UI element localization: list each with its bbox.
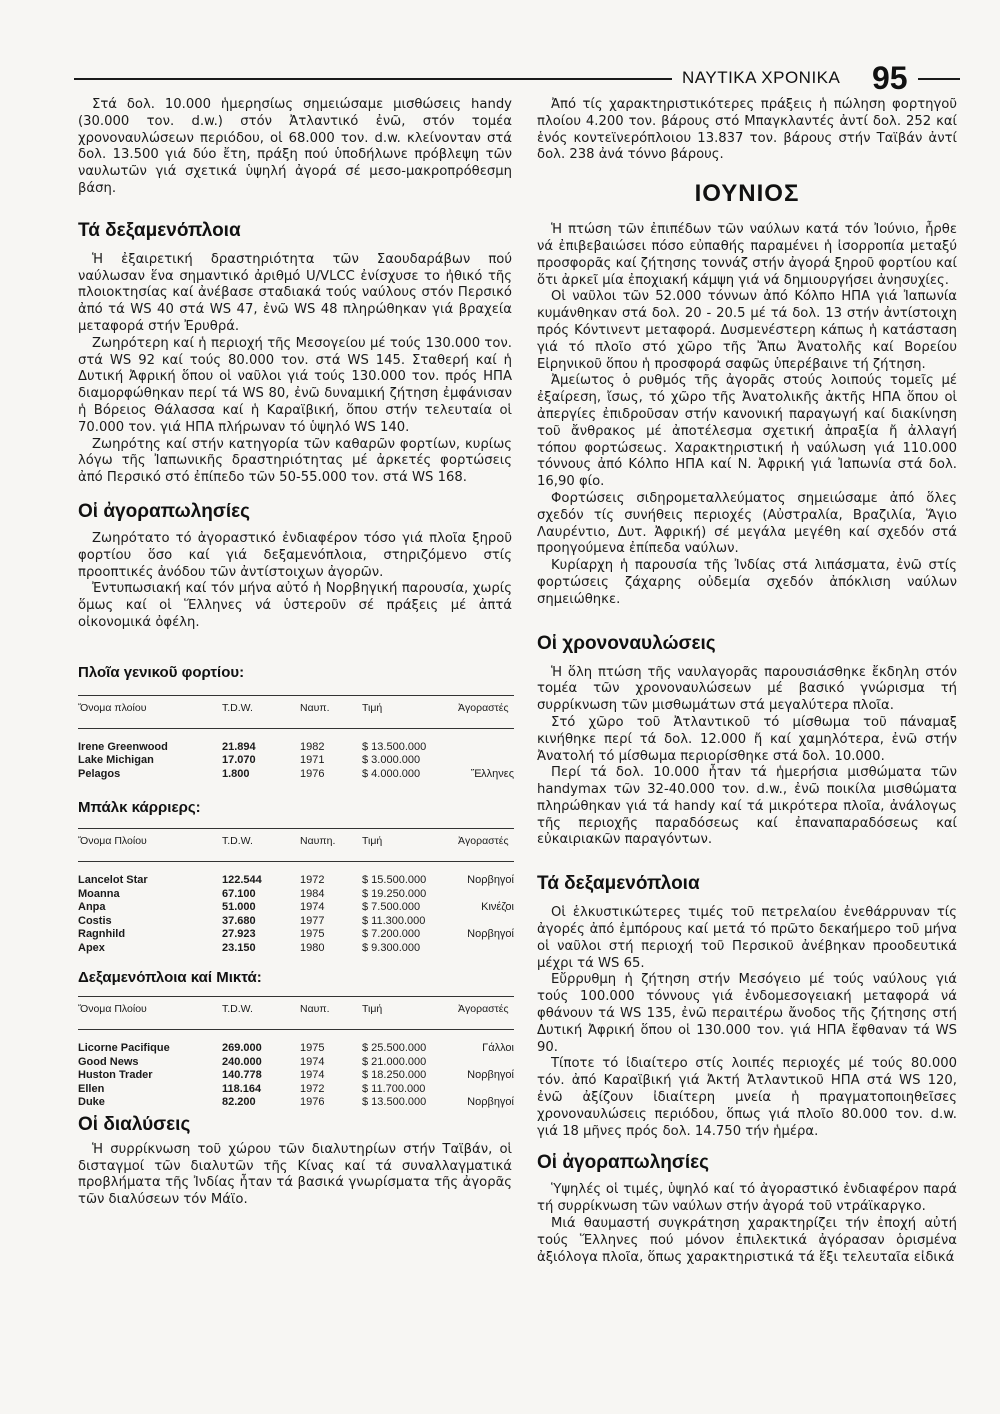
right-column — [537, 97, 957, 1266]
page-number: 95 — [872, 60, 908, 96]
column-header: T.D.W. — [222, 829, 300, 862]
column-header: Ναυπ. — [300, 997, 362, 1030]
cell: $ 11.700.000 — [362, 1082, 426, 1095]
ship-table-bulk-carriers — [78, 828, 514, 955]
cell — [458, 942, 514, 956]
cell: Duke — [78, 1096, 105, 1109]
cell: 82.200 — [222, 1096, 256, 1109]
cell: Lancelot Star — [78, 874, 148, 887]
cell: 1984 — [300, 887, 325, 900]
cell: 1974 — [300, 1069, 325, 1082]
table-header-row — [78, 997, 514, 1030]
tankers-heading: Τά δεξαμενόπλοια — [78, 219, 241, 241]
paragraph: Κυρίαρχη ἡ παρουσία τῆς Ἰνδίας στά λιπάσματα, ἐνῶ στίς φορτώσεις ζάχαρης οὐδεμία σχεδόν ἀπόκλιση ναύλων σημειώθηκε. — [537, 558, 957, 607]
cell: $ 15.500.000 — [362, 874, 427, 887]
cell: Good News — [78, 1055, 139, 1068]
paragraph: Ἡ πτώση τῶν ἐπιπέδων τῶν ναύλων κατά τόν Ἰούνιο, ἦρθε νά ἐπιβεβαιώσει πόσο εὐπαθής παραμένει ἡ ἰσορροπία μεταξύ προσφορᾶς καί ζήτησης τοννάζ στήν ἀγορά ξηροῦ φορτίου καί ὅτι ἀρκεῖ μία ἐποχιακή κάμψη γιά νά δημιουργήσει ἀνησυχίες. — [537, 222, 957, 288]
cell: $ 3.000.000 — [362, 754, 421, 767]
cell: 1977 — [300, 914, 325, 927]
column-header: Ὄνομα πλοίου — [78, 695, 222, 728]
sales-heading-right: Οἱ ἀγοραπωλησίες — [537, 1152, 710, 1174]
column-header: Τιμή — [362, 695, 458, 728]
table-title: Δεξαμενόπλοια καί Μικτά: — [78, 969, 262, 987]
column-header: T.D.W. — [222, 695, 300, 728]
cell: Costis — [78, 914, 112, 927]
cell: Ἕλληνες — [470, 767, 514, 780]
cell: 118.164 — [222, 1082, 262, 1095]
table-row — [78, 728, 514, 754]
cell: 1982 — [300, 740, 325, 753]
column-header: Ὄνομα Πλοίου — [78, 829, 222, 862]
cell: 1972 — [300, 874, 325, 887]
cell: $ 9.300.000 — [362, 941, 421, 954]
cell: 1976 — [300, 1096, 325, 1109]
cell — [458, 888, 514, 902]
cell: $ 13.500.000 — [362, 1096, 427, 1109]
cell: 122.544 — [222, 874, 262, 887]
cell — [458, 1056, 514, 1070]
cell: 1971 — [300, 754, 325, 767]
cell: 51.000 — [222, 901, 256, 914]
paragraph: Στό χῶρο τοῦ Ἀτλαντικοῦ τό μίσθωμα τοῦ πάναμαξ κινήθηκε περί τά δολ. 12.000 ἤ καί χαμηλότερα, ἐνῶ στήν Ἀνατολή τό μίσθωμα περιορίσθηκε στά δολ. 10.000. — [537, 714, 957, 764]
table-row — [78, 1030, 514, 1056]
cell: 1.800 — [222, 767, 250, 780]
header-rule-left — [74, 78, 672, 80]
cell: 37.680 — [222, 914, 256, 927]
paragraph: Οἱ ναῦλοι τῶν 52.000 τόννων ἀπό Κόλπο ΗΠΑ γιά Ἰαπωνία κυμάνθηκαν στά δολ. 20 - 20.5 μέ τά δολ. 13 στήν ἀντίστοιχη πρός Κόντινεντ μεταφορά. Δυσμενέστερη κάπως ἡ κατάσταση γιά τό πλοῖο στό χῶρο τῆς Ἄπω Ἀνατολῆς καί Βορείου Εἰρηνικοῦ ὅπου ἡ προσφορά σαφῶς ὑπερέβαινε τή ζήτηση. — [537, 289, 957, 372]
table-row — [78, 915, 514, 929]
cell: Νορβηγοί — [467, 1069, 514, 1082]
table-row — [78, 754, 514, 768]
cell: Γάλλοι — [482, 1042, 514, 1055]
cell: Κινέζοι — [481, 901, 514, 914]
cell: Ellen — [78, 1082, 105, 1095]
paragraph: Ἡ ὅλη πτώση τῆς ναυλαγορᾶς παρουσιάσθηκε ἔκδηλη στόν τομέα τῶν χρονοναυλώσεων μέ βασικό γνώρισμα τή συρρίκνωση τῶν μισθωμάτων στά μεγαλύτερα πλοῖα. — [537, 664, 957, 714]
table-row — [78, 901, 514, 915]
cell: 1972 — [300, 1082, 325, 1095]
cell: $ 19.250.000 — [362, 887, 427, 900]
cell: Lake Michigan — [78, 754, 154, 767]
cell — [458, 754, 514, 768]
cell: 240.000 — [222, 1055, 262, 1068]
cell: Νορβηγοί — [467, 874, 514, 887]
cell: Moanna — [78, 887, 120, 900]
cell: Νορβηγοί — [467, 928, 514, 941]
cell: Anpa — [78, 901, 106, 914]
paragraph: Ἀμείωτος ὁ ρυθμός τῆς ἀγορᾶς στούς λοιπούς τομεῖς μέ ἐξαίρεση, ἴσως, τό χῶρο τῆς Ἀνατολικῆς ἀκτῆς ΗΠΑ ὅπου οἱ ἀπεργίες ἐπιδροῦσαν στήν κανονική παραγωγή καί διακίνηση τοῦ ἄνθρακος μέ ἀποτέλεσμα σχετική ἀπραξία ἤ ἀλλαγή τόπου φορτώσεως. Χαρακτηριστική ἡ ναύλωση γιά 110.000 τόννους ἀπό Κόλπο ΗΠΑ καί Ν. Ἀφρική γιά Ἰαπωνία στά δολ. 16,90 φίο. — [537, 373, 957, 490]
cell: $ 7.500.000 — [362, 901, 421, 914]
paragraph: Περί τά δολ. 10.000 ἦταν τά ἡμερήσια μισθώματα τῶν handymax τῶν 32-40.000 τον. d.w., ἐνῶ ποικίλα μισθώματα πληρώθηκαν γιά τά handy καί τά μικρότερα πλοῖα, ἀνάλογως τῆς περιοχῆς παραδόσεως καί ἐπαναπαραδόσεως καί εὐκαιριακῶν παραγόντων. — [537, 765, 957, 848]
paragraph: Οἱ ἑλκυστικώτερες τιμές τοῦ πετρελαίου ἐνεθάρρυναν τίς ἀγορές ἀπό ἐμπόρους καί μετά τό πρῶτο δεκαήμερο τοῦ μήνα οἱ ναῦλοι στή περιοχή τοῦ Περσικοῦ ἀνέβηκαν προοδευτικά μέχρι τά WS 65. — [537, 905, 957, 971]
table-header-row — [78, 695, 514, 728]
intro-paragraph: Στά δολ. 10.000 ἡμερησίως σημειώσαμε μισθώσεις handy (30.000 τον. d.w.) στόν Ἀτλαντικό ἐνῶ, στόν τομέα χρονοναυλώσεων περιόδου, οἱ 68.000 τον. d.w. κλείνονταν στά δολ. 13.500 γιά δύο ἔτη, πράξη πού ὑποδήλωνε πρόβλεψη τῶν ναυλωτῶν γιά σχετικά ὑψηλή ἀγορά σέ μεσο-μακροπρόθεσμη βάση. — [78, 97, 512, 196]
cell: $ 11.300.000 — [362, 914, 426, 927]
table-title: Πλοῖα γενικοῦ φορτίου: — [78, 663, 245, 681]
cell: 1974 — [300, 1055, 325, 1068]
paragraph: Ὑψηλές οἱ τιμές, ὑψηλό καί τό ἀγοραστικό ἐνδιαφέρον παρά τή συρρίκνωση τῶν ναύλων στήν ἀγορά τοῦ ντράϊκαργκο. — [537, 1182, 957, 1215]
running-header-title: ΝΑΥΤΙΚΑ ΧΡΟΝΙΚΑ — [682, 68, 841, 87]
paragraph: Ἡ ἐξαιρετική δραστηριότητα τῶν Σαουδαράβων πού ναύλωσαν ἕνα σημαντικό ἀριθμό U/VLCC ἐνίσχυσε το ἠθικό τῆς πλοιοκτησίας καί ἀνέβασε σταδιακά τούς ναύλους στόν Περσικό ἀπό τά WS 40 στά WS 47, ἐνῶ WS 48 πληρώθηκαν γιά βραχεία μεταφορά στήν Ἐρυθρά. — [78, 251, 512, 334]
cell: $ 25.500.000 — [362, 1042, 427, 1055]
cell: 1975 — [300, 1042, 325, 1055]
cell: Huston Trader — [78, 1069, 153, 1082]
left-column — [78, 97, 512, 1209]
column-header: Ἀγοραστές — [458, 695, 514, 728]
column-header: Ἀγοραστές — [458, 997, 514, 1030]
column-header: T.D.W. — [222, 997, 300, 1030]
cell: Ragnhild — [78, 928, 126, 941]
cell: $ 7.200.000 — [362, 928, 421, 941]
cell: Νορβηγοί — [467, 1096, 514, 1109]
cell: 27.923 — [222, 928, 256, 941]
cell: Pelagos — [78, 767, 121, 780]
table-header-row — [78, 829, 514, 862]
table-title: Μπάλκ κάρριερς: — [78, 799, 201, 817]
tankers-heading-right: Τά δεξαμενόπλοια — [537, 873, 700, 895]
cell: 1980 — [300, 941, 325, 954]
cell: $ 18.250.000 — [362, 1069, 427, 1082]
month-heading: ΙΟΥΝΙΟΣ — [694, 180, 800, 208]
paragraph: Μιά θαυμαστή συγκράτηση χαρακτηρίζει τήν ἐποχή αὐτή τούς Ἕλληνες πού μόνον ἐπιλεκτικά ἀγόρασαν ὁρισμένα ἀξιόλογα πλοῖα, ὅπως χαρακτηριστικά τά ἕξι τελευταῖα εἰδικά — [537, 1216, 957, 1265]
table-row — [78, 1056, 514, 1070]
cell: 1976 — [300, 767, 325, 780]
cell: 67.100 — [222, 887, 256, 900]
cell: Licorne Pacifique — [78, 1042, 170, 1055]
cell — [458, 1083, 514, 1097]
paragraph: Τίποτε τό ἰδιαίτερο στίς λοιπές περιοχές μέ τούς 80.000 τόν. ἀπό Καραϊβική γιά Ἀκτή Ἀτλαντικοῦ ΗΠΑ στά WS 120, ἐνῶ ἀξίζουν ἰδιαίτερη μνεία ἡ πραγματοποιηθεῖσες χρονοναυλώσεις περιόδου, ὅπως γιά πλοῖο 80.000 τον. d.w. γιά 18 μῆνες πρός δολ. 14.750 τήν ἡμέρα. — [537, 1056, 957, 1139]
paragraph: Ἡ συρρίκνωση τοῦ χώρου τῶν διαλυτηρίων στήν Ταϊβάν, οἱ δισταγμοί τῶν διαλυτῶν τῆς Κίνας καί τά συναλλαγματικά προβλήματα τῆς Ἰνδίας ἦταν τά βασικά γνωρίσματα τῆς ἀγορᾶς τῶν διαλύσεων τόν Μάϊο. — [78, 1141, 512, 1208]
column-header: Τιμή — [362, 997, 458, 1030]
cell: $ 4.000.000 — [362, 767, 421, 780]
table-row — [78, 942, 514, 956]
cell: $ 13.500.000 — [362, 740, 427, 753]
header-rule-right — [918, 78, 960, 80]
paragraph: Ζωηρότερη καί ἡ περιοχή τῆς Μεσογείου μέ τούς 130.000 τον. στά WS 92 καί τούς 80.000 τον. στά WS 145. Σταθερή καί ἡ Δυτική Ἀφρική ὅπου οἱ ναῦλοι γιά τούς 130.000 τον. πρός ΗΠΑ διαμορφώθηκαν περί τά WS 80, ἐνῶ δυναμική ζήτηση ἐμφάνισαν ἡ Βόρειος Θάλασσα καί ἡ Καραϊβική, ὅπου στήν τελευταία οἱ 70.000 τον. γιά ΗΠΑ πλήρωναν τό ὑψηλό WS 140. — [78, 335, 512, 435]
cell: Irene Greenwood — [78, 740, 168, 753]
cell: Apex — [78, 941, 105, 954]
table-row — [78, 1083, 514, 1097]
cell: 269.000 — [222, 1042, 262, 1055]
sales-heading: Οἱ ἀγοραπωλησίες — [78, 500, 251, 522]
column-header: Ναυπη. — [300, 829, 362, 862]
cell: 17.070 — [222, 754, 256, 767]
column-header: Ὄνομα Πλοίου — [78, 997, 222, 1030]
table-row — [78, 1096, 514, 1110]
cell — [458, 728, 514, 754]
paragraph: Ἐντυπωσιακή καί τόν μήνα αὐτό ἡ Νορβηγική παρουσία, χωρίς ὅμως καί οἱ Ἕλληνες νά ὑστεροῦν σέ πράξεις μέ ἀπτά οἰκονομικά ὀφέλη. — [78, 581, 512, 630]
table-row — [78, 768, 514, 782]
column-header: Ναυπ. — [300, 695, 362, 728]
table-row — [78, 1069, 514, 1083]
column-header: Ἀγοραστές — [458, 829, 514, 862]
cell: 23.150 — [222, 941, 256, 954]
paragraph: Ἀπό τίς χαρακτηριστικότερες πράξεις ἡ πώληση φορτηγοῦ πλοίου 4.200 τον. βάρους στό Μπαγκλαντές ἀντί δολ. 252 καί ἑνός κοντεϊνερόπλοιου 13.837 τον. βάρους στήν Ταϊβάν ἀντί δολ. 238 ἀνά τόννο βάρους. — [537, 97, 957, 163]
time-charter-heading: Οἱ χρονοναυλώσεις — [537, 632, 716, 654]
cell: 1974 — [300, 901, 325, 914]
cell: $ 21.000.000 — [362, 1055, 427, 1068]
cell — [458, 915, 514, 929]
table-row — [78, 888, 514, 902]
cell: 140.778 — [222, 1069, 262, 1082]
ship-table-tankers — [78, 996, 514, 1110]
paragraph: Φορτώσεις σιδηρομεταλλεύματος σημειώσαμε ἀπό ὅλες σχεδόν τίς συνήθεις περιοχές (Αὐστραλία, Βραζιλία, Ἅγιο Λαυρέντιο, Δυτ. Ἀφρική) σέ μεγάλα μεγέθη καί σχεδόν στά προηγούμενα ἐπίπεδα ναύλων. — [537, 490, 957, 557]
paragraph: Ζωηρότατο τό ἀγοραστικό ἐνδιαφέρον τόσο γιά πλοῖα ξηροῦ φορτίου ὅσο καί γιά δεξαμενόπλοια, στηριζόμενο στίς προοπτικές ἀνόδου τῶν ἀντίστοιχων ἀγορῶν. — [78, 530, 512, 580]
paragraph: Εὔρρυθμη ἡ ζήτηση στήν Μεσόγειο μέ τούς ναύλους γιά τούς 100.000 τόννους γιά ἐνδομεσογειακή μεταφορά νά φθάνουν τά WS 135, ἐνῶ περαιτέρω ἄνοδος τῆς ζήτησης στή Δυτική Ἀφρική ὅπου οἱ 130.000 τον. γιά ΗΠΑ ἔφθαναν τά WS 90. — [537, 972, 957, 1055]
scrapping-heading: Οἱ διαλύσεις — [78, 1113, 191, 1135]
ship-table-general-cargo — [78, 695, 514, 782]
paragraph: Ζωηρότης καί στήν κατηγορία τῶν καθαρῶν φορτίων, κυρίως λόγω τῆς Ἰαπωνικῆς δραστηριότητας μέ ἀρκετές φορτώσεις ἀπό Περσικό στό ἐπίπεδο τῶν 50-55.000 τον. στά WS 168. — [78, 436, 512, 486]
column-header: Τιμή — [362, 829, 458, 862]
cell: 21.894 — [222, 740, 256, 753]
table-row — [78, 928, 514, 942]
cell: 1975 — [300, 928, 325, 941]
table-row — [78, 862, 514, 888]
